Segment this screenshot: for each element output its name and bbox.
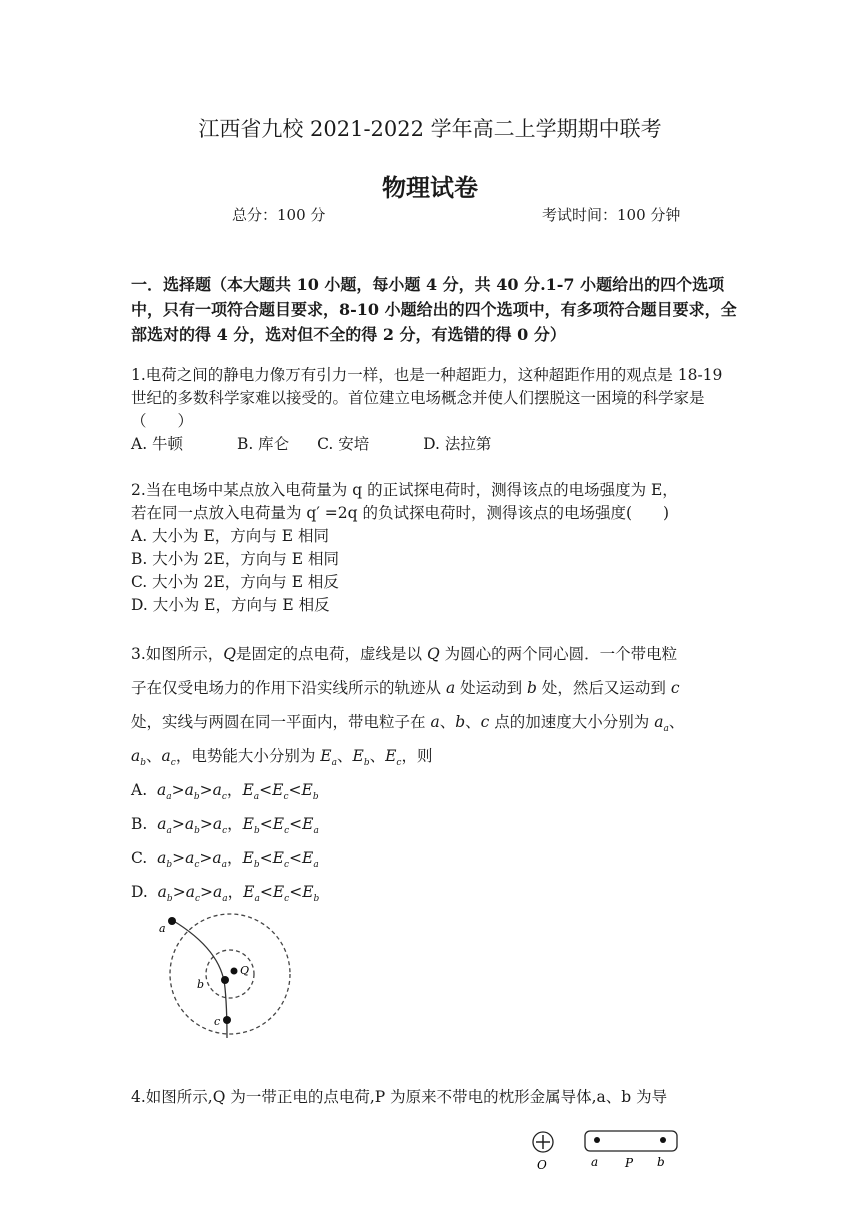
question-4-figure xyxy=(525,1125,685,1173)
question-3-line-3: 处，实线与两圆在同一平面内，带电粒子在 a、b、c 点的加速度大小分别为 $a_a$、 xyxy=(131,713,685,735)
label-a: a xyxy=(591,1155,599,1169)
section-heading: 一．选择题（本大题共 10 小题，每小题 4 分，共 40 分.1-7 小题给出的四个选项中，只有一项符合题目要求，8-10 小题给出的四个选项中，有多项符合题目要求，全部选对的得 4 分，选对但不全的得 2 分，有选错的得 0 分） xyxy=(131,275,737,344)
question-3-line-1: 3.如图所示，Q是固定的点电荷，虚线是以 Q 为圆心的两个同心圆．一个带电粒 xyxy=(131,645,678,663)
point-c xyxy=(223,1016,231,1024)
q3-option-a: A. $a_a>a_b>a_c$，$E_a<E_c<E_b$ xyxy=(131,781,319,803)
subject-title: 物理试卷 xyxy=(382,173,478,202)
point-a xyxy=(168,917,176,925)
label-c: c xyxy=(214,1015,221,1028)
label-Q: Q xyxy=(240,964,250,977)
q2-option-b: B. 大小为 2E，方向与 E 相同 xyxy=(131,550,340,568)
q1-option-d: D. 法拉第 xyxy=(423,435,492,453)
q2-option-a: A. 大小为 E，方向与 E 相同 xyxy=(131,527,329,545)
total-score: 总分：100 分 xyxy=(232,206,326,224)
charge-Q xyxy=(231,968,238,975)
exam-title: 江西省九校 2021-2022 学年高二上学期期中联考 xyxy=(198,117,662,141)
q2-option-d: D. 大小为 E，方向与 E 相反 xyxy=(131,596,330,614)
label-O: O xyxy=(537,1158,547,1172)
q3-option-b: B. $a_a>a_b>a_c$，$E_b<E_c<E_a$ xyxy=(131,815,319,837)
question-3-figure xyxy=(150,908,300,1040)
q2-option-c: C. 大小为 2E，方向与 E 相反 xyxy=(131,573,339,591)
label-P: P xyxy=(625,1156,634,1170)
question-2-line-1: 2.当在电场中某点放入电荷量为 q 的正试探电荷时，测得该点的电场强度为 E， xyxy=(131,481,678,499)
outer-dashed-circle xyxy=(170,914,290,1034)
label-b: b xyxy=(657,1155,665,1169)
q3-option-d: D. $a_b>a_c>a_a$，$E_a<E_c<E_b$ xyxy=(131,883,320,905)
question-2-line-2: 若在同一点放入电荷量为 q′ =2q 的负试探电荷时，测得该点的电场强度( ) xyxy=(131,504,670,522)
point-b xyxy=(660,1137,666,1143)
q3-option-c: C. $a_b>a_c>a_a$，$E_b<E_c<E_a$ xyxy=(131,849,319,871)
point-b xyxy=(221,976,229,984)
question-4-line-1: 4.如图所示,Q 为一带正电的点电荷,P 为原来不带电的枕形金属导体,a、b 为导 xyxy=(131,1088,668,1106)
q1-option-b: B. 库仑 xyxy=(236,435,290,453)
question-3-line-2: 子在仅受电场力的作用下沿实线所示的轨迹从 a 处运动到 b 处，然后又运动到 c xyxy=(131,679,680,697)
label-a: a xyxy=(159,922,166,935)
question-1-stem: 1.电荷之间的静电力像万有引力一样，也是一种超距力，这种超距作用的观点是 18-19 世纪的多数科学家难以接受的。首位建立电场概念并使人们摆脱这一困境的科学家是（ ） xyxy=(131,366,723,430)
label-b: b xyxy=(197,978,205,991)
question-3-line-4: $a_b$、$a_c$，电势能大小分别为 $E_a$、$E_b$、$E_c$，则 xyxy=(131,747,433,769)
q1-option-c: C. 安培 xyxy=(317,435,370,453)
point-a xyxy=(594,1137,600,1143)
exam-time: 考试时间：100 分钟 xyxy=(542,206,681,224)
q1-option-a: A. 牛顿 xyxy=(131,435,184,453)
question-1-options xyxy=(131,432,491,454)
